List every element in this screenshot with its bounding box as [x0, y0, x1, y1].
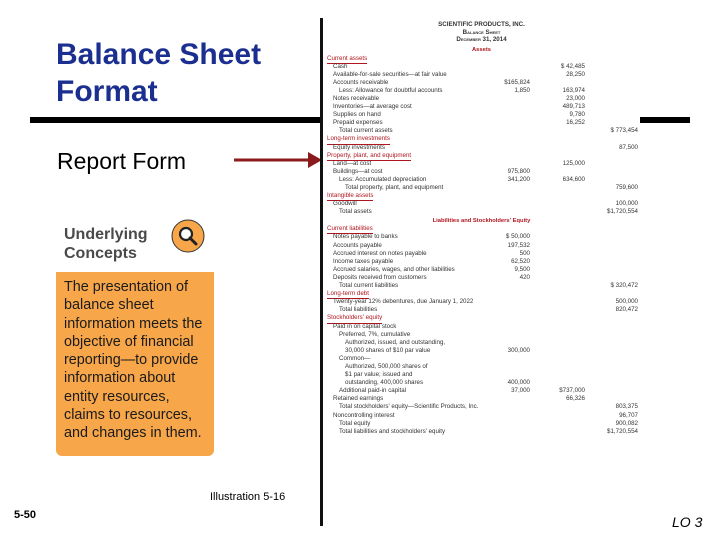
bs-row-label: outstanding, 400,000 shares [345, 379, 424, 387]
bs-row-label: Less: Allowance for doubtful accounts [339, 86, 443, 94]
bs-row-c2: 9,780 [569, 111, 585, 119]
bs-row-label: Land—at cost [333, 159, 372, 167]
bs-row-label: Total stockholders' equity—Scientific Products, Inc. [339, 403, 479, 411]
bs-row-c3: 87,500 [619, 143, 638, 151]
bs-row-label: Total equity [339, 419, 371, 427]
bs-row-label: Prepaid expenses [333, 119, 383, 127]
bs-row-c2: 28,250 [566, 70, 585, 78]
bs-row-c3: $1,720,554 [607, 208, 638, 216]
bs-row [323, 379, 640, 387]
bs-row [323, 306, 640, 314]
bs-row-c3: 96,707 [619, 411, 638, 419]
bs-row [323, 71, 640, 79]
bs-row-label: Long-term investments [327, 135, 390, 144]
bs-row [323, 412, 640, 420]
bs-row-label: Total assets [339, 208, 372, 216]
bs-row [323, 403, 640, 411]
bs-row [323, 428, 640, 436]
bs-liabilities-heading: Liabilities and Stockholders' Equity [432, 218, 531, 225]
illustration-label: Illustration 5-16 [210, 491, 286, 503]
bs-row-label: Retained earnings [333, 395, 384, 403]
bs-row [323, 290, 640, 298]
bs-row [323, 233, 640, 241]
bs-row [323, 192, 640, 200]
bs-row-c1: 300,000 [507, 346, 530, 354]
bs-row [323, 371, 640, 379]
underlying-concepts-title: Underlying Concepts [64, 226, 148, 262]
title-line-1: Balance Sheet [56, 38, 262, 71]
bs-row-c3: $1,720,554 [607, 427, 638, 435]
bs-row-label: Notes payable to banks [333, 233, 398, 241]
bs-row-c1: $ 50,000 [505, 233, 530, 241]
bs-row-label: Current assets [327, 55, 367, 64]
bs-row-label: Available-for-sale securities—at fair value [333, 70, 447, 78]
bs-row-label: Noncontrolling interest [333, 411, 395, 419]
bs-row-c3: 100,000 [615, 200, 638, 208]
bs-row [323, 225, 640, 233]
bs-row-label: Total current assets [339, 127, 393, 135]
bs-row [323, 282, 640, 290]
magnifier-icon [168, 218, 210, 254]
bs-row-label: Additional paid-in capital [339, 387, 407, 395]
bs-company: SCIENTIFIC PRODUCTS, INC. [438, 21, 525, 28]
bs-row-label: Twenty-year 12% debentures, due January 1, 2022 [333, 298, 474, 306]
bs-row [323, 87, 640, 95]
bs-row-c2: 163,974 [562, 86, 585, 94]
bs-row-c1: 62,520 [511, 257, 530, 265]
report-form-label: Report Form [57, 148, 187, 174]
bs-row-c3: 803,375 [615, 403, 638, 411]
bs-row-c1: 420 [519, 273, 530, 281]
bs-row [323, 95, 640, 103]
bs-row-label: Supplies on hand [333, 111, 381, 119]
bs-row-label: Preferred, 7%, cumulative [339, 330, 411, 338]
bs-row-c1: 400,000 [507, 379, 530, 387]
bs-row-label: Income taxes payable [333, 257, 394, 265]
bs-row-label: 30,000 shares of $10 par value [345, 346, 431, 354]
bs-row [323, 347, 640, 355]
bs-row-label: Buildings—at cost [333, 167, 383, 175]
bs-row [323, 420, 640, 428]
bs-row-c1: 37,000 [511, 387, 530, 395]
bs-row [323, 160, 640, 168]
underlying-concepts-text: The presentation of balance sheet information meets the objective of financial reporting—to provide information about entity resources, claims to resources, and changes in them. [64, 279, 203, 442]
bs-row-label: Total liabilities [339, 306, 378, 314]
bs-row-label: Intangible assets [327, 192, 373, 201]
bs-row [323, 355, 640, 363]
bs-row [323, 63, 640, 71]
bs-row-c2: $ 42,485 [560, 62, 585, 70]
bs-row [323, 184, 640, 192]
bs-row-label: Less: Accumulated depreciation [339, 175, 427, 183]
bs-date: December 31, 2014 [456, 36, 507, 43]
bs-row [323, 119, 640, 127]
bs-row-c1: 341,200 [507, 175, 530, 183]
bs-row [323, 323, 640, 331]
bs-row [323, 331, 640, 339]
bs-row-label: Deposits received from customers [333, 273, 427, 281]
arrow-right-icon [234, 149, 324, 171]
bs-row-c3: 759,600 [615, 184, 638, 191]
bs-row [323, 298, 640, 306]
bs-row-c2: 634,600 [562, 175, 585, 183]
bs-row-label: Total current liabilities [339, 282, 399, 290]
bs-row-c3: $ 320,472 [610, 282, 638, 290]
bs-assets-heading: Assets [471, 46, 491, 53]
bs-row-label: Total liabilities and stockholders' equity [339, 427, 446, 435]
bs-row [323, 111, 640, 119]
bs-row-label: Accounts payable [333, 241, 382, 249]
bs-row [323, 250, 640, 258]
bs-row-c2: 66,326 [566, 395, 585, 403]
bs-row-label: Notes receivable [333, 94, 380, 102]
bs-row [323, 176, 640, 184]
bs-row [323, 387, 640, 395]
bs-row-c1: 197,532 [507, 241, 530, 249]
bs-row [323, 266, 640, 274]
bs-row-c3: 500,000 [615, 298, 638, 306]
title-line-2: Format [56, 75, 158, 108]
bs-row [323, 127, 640, 135]
bs-row [323, 135, 640, 143]
bs-row-label: Stockholders' equity [327, 314, 382, 323]
bs-row [323, 314, 640, 322]
bs-rows [323, 55, 640, 436]
bs-row [323, 242, 640, 250]
bs-row-c2: 23,000 [566, 94, 585, 102]
balance-sheet-image [320, 18, 640, 526]
bs-row [323, 144, 640, 152]
bs-row [323, 152, 640, 160]
bs-row-c1: 975,800 [507, 167, 530, 175]
bs-statement: Balance Sheet [462, 28, 501, 36]
bs-row-label: Common— [339, 354, 371, 362]
bs-row-label: Total property, plant, and equipment [345, 184, 444, 191]
bs-row-c2: 125,000 [562, 159, 585, 167]
slide-title [56, 36, 316, 110]
bs-row-c3: $ 773,454 [610, 127, 638, 135]
bs-row [323, 103, 640, 111]
bs-row-c2: $737,000 [559, 387, 585, 395]
learning-objective: LO 3 [672, 514, 703, 530]
bs-row [323, 79, 640, 87]
bs-row [323, 55, 640, 63]
bs-row-label: Equity investments [333, 143, 385, 151]
bs-row-c2: 489,713 [562, 103, 585, 111]
bs-row-c1: $165,824 [504, 78, 530, 86]
bs-row-label: $1 par value; issued and [345, 371, 413, 379]
bs-row [323, 395, 640, 403]
bs-row-c2: 16,252 [566, 119, 585, 127]
bs-row [323, 168, 640, 176]
bs-row-label: Cash [333, 62, 348, 70]
bs-row [323, 363, 640, 371]
bs-row [323, 258, 640, 266]
bs-row-label: Property, plant, and equipment [327, 152, 411, 161]
bs-row-label: Accounts receivable [333, 78, 389, 86]
bs-row-c1: 1,850 [514, 86, 530, 94]
bs-row-c1: 9,500 [514, 265, 530, 273]
bs-row [323, 208, 640, 216]
slide-number: 5-50 [14, 509, 37, 521]
bs-row-label: Authorized, issued, and outstanding, [345, 338, 446, 346]
bs-row-label: Accrued interest on notes payable [333, 249, 427, 257]
bs-row-label: Goodwill [333, 200, 357, 208]
bs-row-c3: 820,472 [615, 306, 638, 314]
bs-row-c1: 500 [519, 249, 530, 257]
bs-row-label: Inventories—at average cost [333, 103, 412, 111]
bs-row-label: Current liabilities [327, 225, 373, 234]
bs-row [323, 274, 640, 282]
bs-row-label: Paid in on capital stock [333, 322, 397, 330]
bs-row [323, 200, 640, 208]
bs-row-label: Long-term debt [327, 290, 369, 299]
bs-row [323, 339, 640, 347]
bs-row-label: Authorized, 500,000 shares of [345, 362, 428, 370]
bs-row-label: Accrued salaries, wages, and other liabilities [333, 265, 455, 273]
bs-row-c3: 900,082 [615, 419, 638, 427]
